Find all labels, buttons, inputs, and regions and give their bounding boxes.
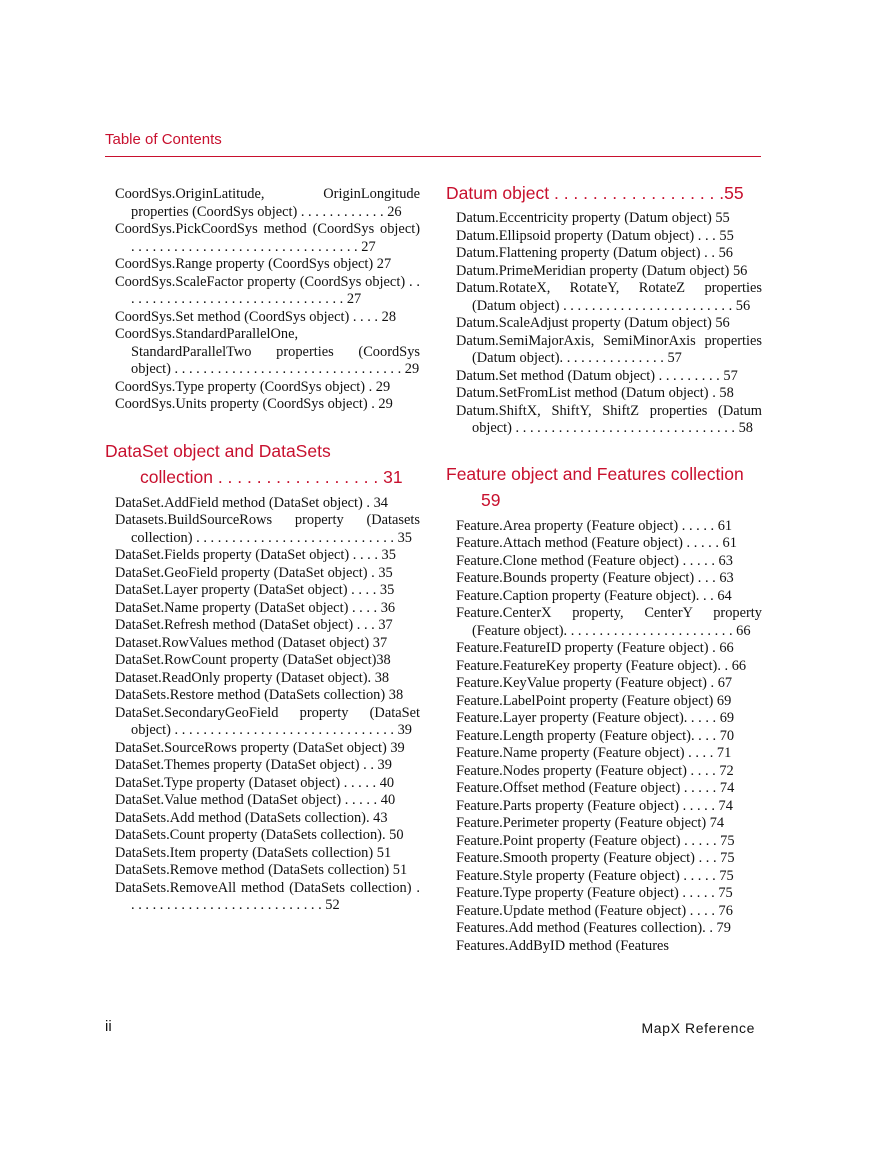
section-title: Datum object . . . . . . . . . . . . . . . . . .55 [446, 183, 744, 203]
toc-entry[interactable]: DataSets.Add method (DataSets collection). 43 [115, 809, 388, 826]
toc-entry[interactable]: Features.Add method (Features collection). . 79 [456, 920, 731, 936]
toc-entry[interactable]: Feature.FeatureKey property (Feature object). . 66 [456, 657, 747, 674]
toc-entry[interactable]: DataSet.RowCount property (DataSet object)38 [115, 652, 391, 668]
toc-entry[interactable]: Datum.Flattening property (Datum object) . . 56 [456, 245, 733, 261]
toc-entry[interactable]: CoordSys.Units property (CoordSys object) . 29 [115, 396, 393, 412]
toc-left-column [105, 186, 420, 915]
toc-entry[interactable]: Datum.Eccentricity property (Datum object) 55 [456, 210, 730, 226]
toc-entry[interactable]: DataSets.Item property (DataSets collection) 51 [115, 844, 392, 861]
toc-entry[interactable]: Datum.ScaleAdjust property (Datum object) 56 [456, 315, 730, 331]
page-number: ii [105, 1018, 112, 1035]
toc-entry[interactable]: DataSets.Count property (DataSets collection). 50 [115, 827, 404, 843]
section-title-continuation: 59 [481, 489, 501, 510]
toc-entry[interactable]: CoordSys.PickCoordSys method (CoordSys object) . . . . . . . . . . . . . . . . . . . . . . . . . . . . . . . . 27 [115, 221, 420, 255]
toc-entry[interactable]: CoordSys.OriginLatitude, OriginLongitude properties (CoordSys object) . . . . . . . . . . . . 26 [115, 186, 420, 220]
toc-entry[interactable]: Feature.Update method (Feature object) . . . . 76 [456, 902, 733, 919]
toc-entry[interactable]: Feature.Style property (Feature object) . . . . . 75 [456, 867, 734, 884]
toc-entry[interactable]: Feature.KeyValue property (Feature object) . 67 [456, 675, 733, 691]
toc-entry[interactable]: DataSet.Type property (Dataset object) . . . . . 40 [115, 774, 395, 791]
section-title: DataSet object and DataSets [105, 440, 331, 461]
toc-entry[interactable]: DataSets.Restore method (DataSets collection) 38 [115, 687, 404, 703]
toc-entry[interactable]: Feature.Bounds property (Feature object) . . . 63 [456, 570, 734, 586]
toc-entry[interactable]: Feature.Offset method (Feature object) . . . . . 74 [456, 780, 735, 796]
toc-entry[interactable]: Feature.Layer property (Feature object). . . . . 69 [456, 710, 735, 726]
toc-entry[interactable]: DataSet.SourceRows property (DataSet object) 39 [115, 739, 405, 756]
toc-entry[interactable]: Datum.ShiftX, ShiftY, ShiftZ properties (Datum object) . . . . . . . . . . . . . . . . . . . . . . . . . . . . . . . 58 [456, 402, 762, 436]
section-title: Feature object and Features collection [446, 463, 744, 484]
toc-entry[interactable]: Feature.LabelPoint property (Feature object) 69 [456, 692, 732, 709]
toc-entry[interactable]: Feature.Name property (Feature object) . . . . 71 [456, 745, 732, 761]
toc-entry[interactable]: Feature.Type property (Feature object) . . . . . 75 [456, 885, 733, 901]
toc-section-heading-datum[interactable] [446, 180, 762, 206]
toc-entry[interactable]: Feature.Smooth property (Feature object) . . . 75 [456, 850, 735, 866]
toc-entry[interactable]: Datum.Ellipsoid property (Datum object) . . . 55 [456, 227, 734, 244]
toc-entry[interactable]: Feature.Nodes property (Feature object) . . . . 72 [456, 762, 734, 779]
toc-entry[interactable]: DataSets.Remove method (DataSets collection) 51 [115, 862, 408, 878]
toc-entry-list [105, 495, 420, 915]
toc-entry[interactable]: DataSet.SecondaryGeoField property (DataSet object) . . . . . . . . . . . . . . . . . . . . . . . . . . . . . . . 39 [115, 704, 420, 738]
toc-entry[interactable]: Feature.Length property (Feature object). . . . 70 [456, 727, 735, 744]
toc-entry[interactable]: Feature.Attach method (Feature object) . . . . . 61 [456, 535, 737, 551]
header-rule [105, 156, 761, 157]
toc-section-heading-feature[interactable] [446, 461, 762, 513]
toc-entry[interactable]: Features.AddByID method (Features [456, 937, 670, 954]
toc-entry[interactable]: Feature.Parts property (Feature object) . . . . . 74 [456, 797, 733, 814]
toc-entry[interactable]: Feature.Point property (Feature object) . . . . . 75 [456, 832, 735, 849]
toc-entry[interactable]: Datum.PrimeMeridian property (Datum object) 56 [456, 262, 748, 279]
toc-entry[interactable]: Datum.RotateX, RotateY, RotateZ properties (Datum object) . . . . . . . . . . . . . . . . . . . . . . . . 56 [456, 280, 762, 314]
toc-entry-list [446, 518, 762, 956]
toc-entry[interactable]: Datasets.BuildSourceRows property (Datasets collection) . . . . . . . . . . . . . . . . . . . . . . . . . . . . 35 [115, 512, 420, 546]
toc-entry-list [446, 210, 762, 438]
toc-entry[interactable]: Dataset.RowValues method (Dataset object) 37 [115, 634, 388, 651]
toc-entry[interactable]: DataSet.Layer property (DataSet object) . . . . 35 [115, 582, 395, 598]
toc-entry[interactable]: DataSet.Refresh method (DataSet object) . . . 37 [115, 617, 393, 633]
section-title-continuation: collection . . . . . . . . . . . . . . . . . 31 [140, 466, 403, 487]
toc-entry[interactable]: DataSet.GeoField property (DataSet object) . 35 [115, 564, 393, 581]
toc-entry[interactable]: CoordSys.Type property (CoordSys object) . 29 [115, 378, 391, 395]
toc-entry[interactable]: DataSet.Themes property (DataSet object) . . 39 [115, 757, 392, 773]
toc-entry[interactable]: DataSet.AddField method (DataSet object) . 34 [115, 494, 388, 511]
toc-entry[interactable]: DataSet.Name property (DataSet object) . . . . 36 [115, 599, 396, 616]
toc-entry[interactable]: Datum.Set method (Datum object) . . . . . . . . . 57 [456, 367, 738, 384]
toc-entry[interactable]: Datum.SemiMajorAxis, SemiMinorAxis properties (Datum object). . . . . . . . . . . . . . . 57 [456, 332, 762, 366]
toc-entry[interactable]: Feature.Perimeter property (Feature object) 74 [456, 815, 725, 831]
toc-entry[interactable]: CoordSys.StandardParallelOne, StandardParallelTwo properties (CoordSys object) . . . . . . . . . . . . . . . . . . . . . . . . . . . . . . . . 29 [115, 326, 420, 377]
toc-entry[interactable]: CoordSys.Set method (CoordSys object) . . . . 28 [115, 308, 397, 325]
toc-entry[interactable]: CoordSys.Range property (CoordSys object) 27 [115, 256, 392, 272]
toc-entry[interactable]: Datum.SetFromList method (Datum object) . 58 [456, 385, 734, 401]
toc-entry[interactable]: Feature.Clone method (Feature object) . . . . . 63 [456, 552, 733, 569]
toc-entry[interactable]: DataSets.RemoveAll method (DataSets collection) . . . . . . . . . . . . . . . . . . . . . . . . . . . . 52 [115, 879, 420, 913]
toc-entry[interactable]: DataSet.Value method (DataSet object) . . . . . 40 [115, 792, 396, 808]
toc-entry[interactable]: DataSet.Fields property (DataSet object) . . . . 35 [115, 547, 396, 563]
page-header-title: Table of Contents [105, 131, 222, 148]
toc-entry[interactable]: Feature.FeatureID property (Feature object) . 66 [456, 640, 734, 656]
toc-entry[interactable]: Feature.CenterX property, CenterY property (Feature object). . . . . . . . . . . . . . . . . . . . . . . . 66 [456, 605, 762, 639]
toc-entry-list [105, 186, 420, 414]
footer-book-title: MapX Reference [641, 1020, 755, 1036]
toc-entry[interactable]: Feature.Area property (Feature object) . . . . . 61 [456, 517, 733, 534]
toc-right-column [446, 183, 762, 955]
toc-entry[interactable]: Dataset.ReadOnly property (Dataset object). 38 [115, 669, 390, 686]
toc-entry[interactable]: CoordSys.ScaleFactor property (CoordSys object) . . . . . . . . . . . . . . . . . . . . . . . . . . . . . . . . 27 [115, 273, 420, 307]
toc-section-heading-dataset[interactable] [105, 438, 420, 490]
toc-entry[interactable]: Feature.Caption property (Feature object). . . 64 [456, 587, 732, 604]
